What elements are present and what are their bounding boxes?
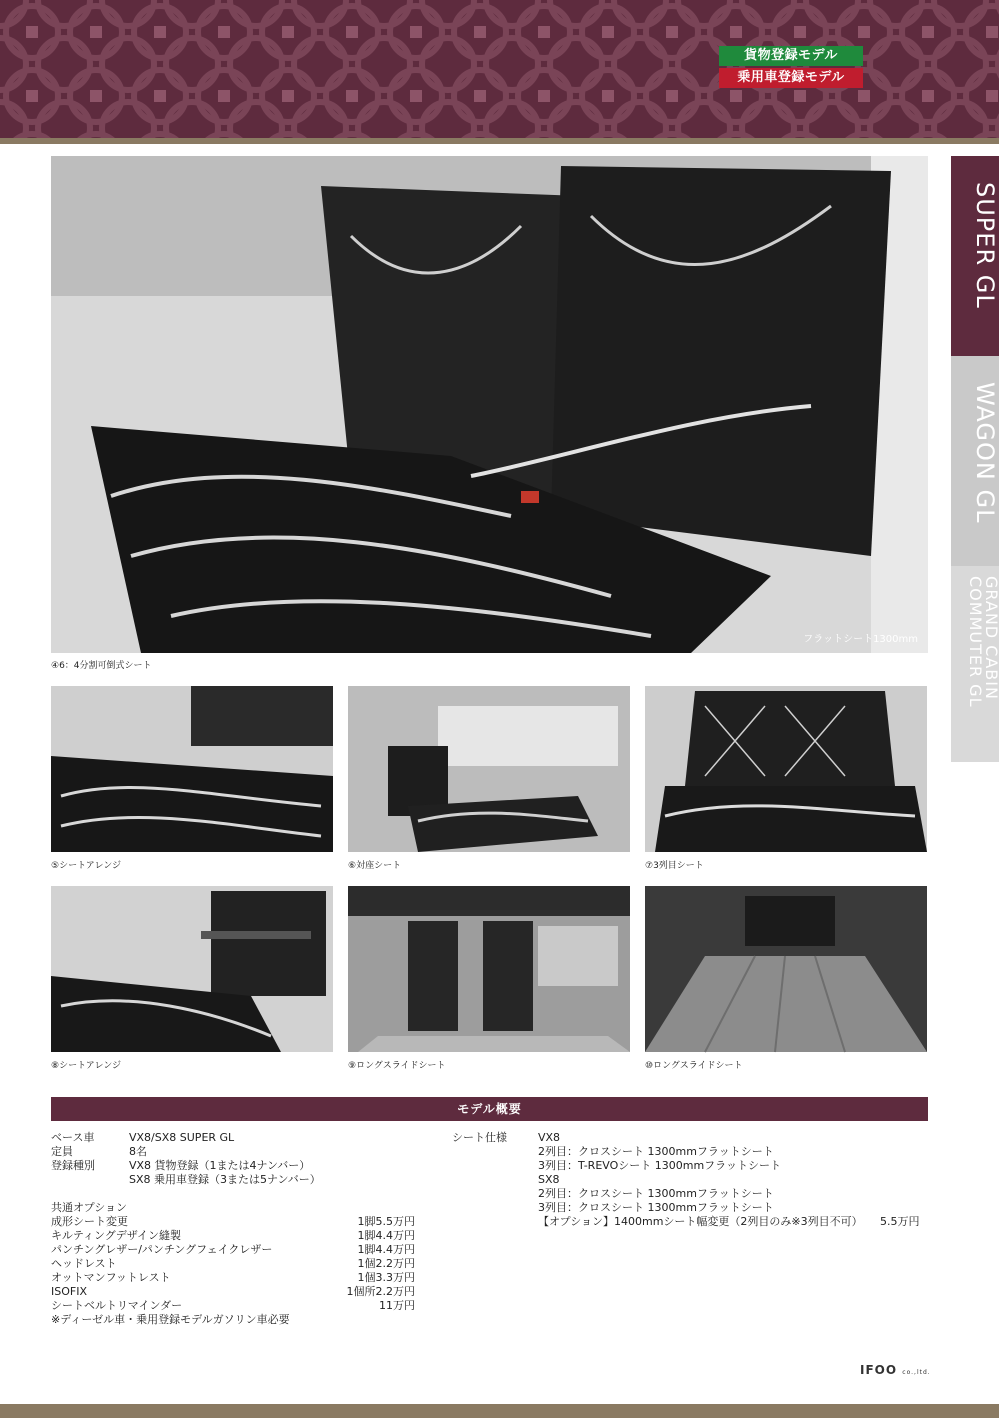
option-name: 成形シート変更	[51, 1215, 128, 1228]
tab-super-gl: SUPER GL	[951, 156, 999, 356]
capacity-value: 8名	[129, 1145, 147, 1158]
base-label: ベース車	[51, 1131, 95, 1144]
badge-passenger-model: 乗用車登録モデル	[719, 68, 863, 88]
option-price: 1脚4.4万円	[357, 1229, 415, 1242]
tab-grand-cabin: GRAND CABIN COMMUTER GL	[951, 566, 999, 762]
option-price: 1脚4.4万円	[357, 1243, 415, 1256]
brand-logo	[860, 1363, 931, 1377]
option-row	[51, 1285, 415, 1299]
options-note: ※ディーゼル車・乗用登録モデルガソリン車必要	[51, 1313, 290, 1326]
option-row	[51, 1271, 415, 1285]
option-row	[51, 1299, 415, 1313]
option-price: 1個所2.2万円	[346, 1285, 415, 1298]
option-row	[51, 1243, 415, 1257]
photo-caption-5: ⑤シートアレンジ	[51, 861, 121, 871]
main-seat-photo	[51, 156, 928, 653]
banner-divider	[0, 138, 999, 144]
photo-caption-9: ⑨ロングスライドシート	[348, 1061, 446, 1071]
seat-arrange-photo-8	[51, 886, 333, 1052]
option-name: オットマンフットレスト	[51, 1271, 171, 1284]
option-name: パンチングレザー/パンチングフェイクレザー	[51, 1243, 273, 1256]
option-name: ISOFIX	[51, 1285, 87, 1298]
brand-logo-text: IFOO	[860, 1363, 898, 1377]
photo-caption-7: ⑦3列目シート	[645, 861, 704, 871]
option-row	[51, 1257, 415, 1271]
option-price: 11万円	[379, 1299, 415, 1312]
facing-seat-photo-6	[348, 686, 630, 852]
seat-spec-line: VX8	[538, 1131, 561, 1144]
long-slide-photo-9	[348, 886, 630, 1052]
option-row	[51, 1229, 415, 1243]
seat-option-text: 【オプション】1400mmシート幅変更（2列目のみ※3列目不可）	[538, 1215, 863, 1228]
third-row-seat-photo-7	[645, 686, 927, 852]
photo-caption-10: ⑩ロングスライドシート	[645, 1061, 743, 1071]
photo-caption-6: ⑥対座シート	[348, 861, 402, 871]
option-row	[51, 1215, 415, 1229]
option-price: 1個2.2万円	[357, 1257, 415, 1270]
flat-seat-label: フラットシート1300mm	[803, 634, 918, 645]
seat-spec-label: シート仕様	[452, 1131, 507, 1144]
main-photo-caption: ④6：4分割可倒式シート	[51, 661, 152, 671]
badge-cargo-model: 貨物登録モデル	[719, 46, 863, 66]
seat-spec-line: 3列目：T-REVOシート 1300mmフラットシート	[538, 1159, 781, 1172]
capacity-label: 定員	[51, 1145, 73, 1158]
option-name: ヘッドレスト	[51, 1257, 117, 1270]
long-slide-photo-10	[645, 886, 927, 1052]
brand-logo-suffix: co.,ltd.	[902, 1369, 931, 1376]
registration-label: 登録種別	[51, 1159, 95, 1172]
options-title: 共通オプション	[51, 1201, 128, 1214]
registration-value-vx8: VX8 貨物登録（1または4ナンバー）	[129, 1159, 311, 1172]
photo-caption-8: ⑧シートアレンジ	[51, 1061, 121, 1071]
option-name: シートベルトリマインダー	[51, 1299, 183, 1312]
overview-title: モデル概要	[51, 1097, 928, 1121]
seat-spec-line: 3列目：クロスシート 1300mmフラットシート	[538, 1201, 774, 1214]
seat-spec-line: SX8	[538, 1173, 560, 1186]
seat-spec-line: 2列目：クロスシート 1300mmフラットシート	[538, 1187, 774, 1200]
seat-spec-line: 2列目：クロスシート 1300mmフラットシート	[538, 1145, 774, 1158]
header-banner	[0, 0, 999, 138]
footer-band	[0, 1404, 999, 1418]
seat-option-price: 5.5万円	[880, 1215, 920, 1228]
option-price: 1脚5.5万円	[357, 1215, 415, 1228]
base-value: VX8/SX8 SUPER GL	[129, 1131, 235, 1144]
option-name: キルティングデザイン縫製	[51, 1229, 182, 1242]
option-price: 1個3.3万円	[357, 1271, 415, 1284]
tab-wagon-gl: WAGON GL	[951, 356, 999, 566]
registration-value-sx8: SX8 乗用車登録（3または5ナンバー）	[129, 1173, 321, 1186]
seat-arrange-photo-5	[51, 686, 333, 852]
